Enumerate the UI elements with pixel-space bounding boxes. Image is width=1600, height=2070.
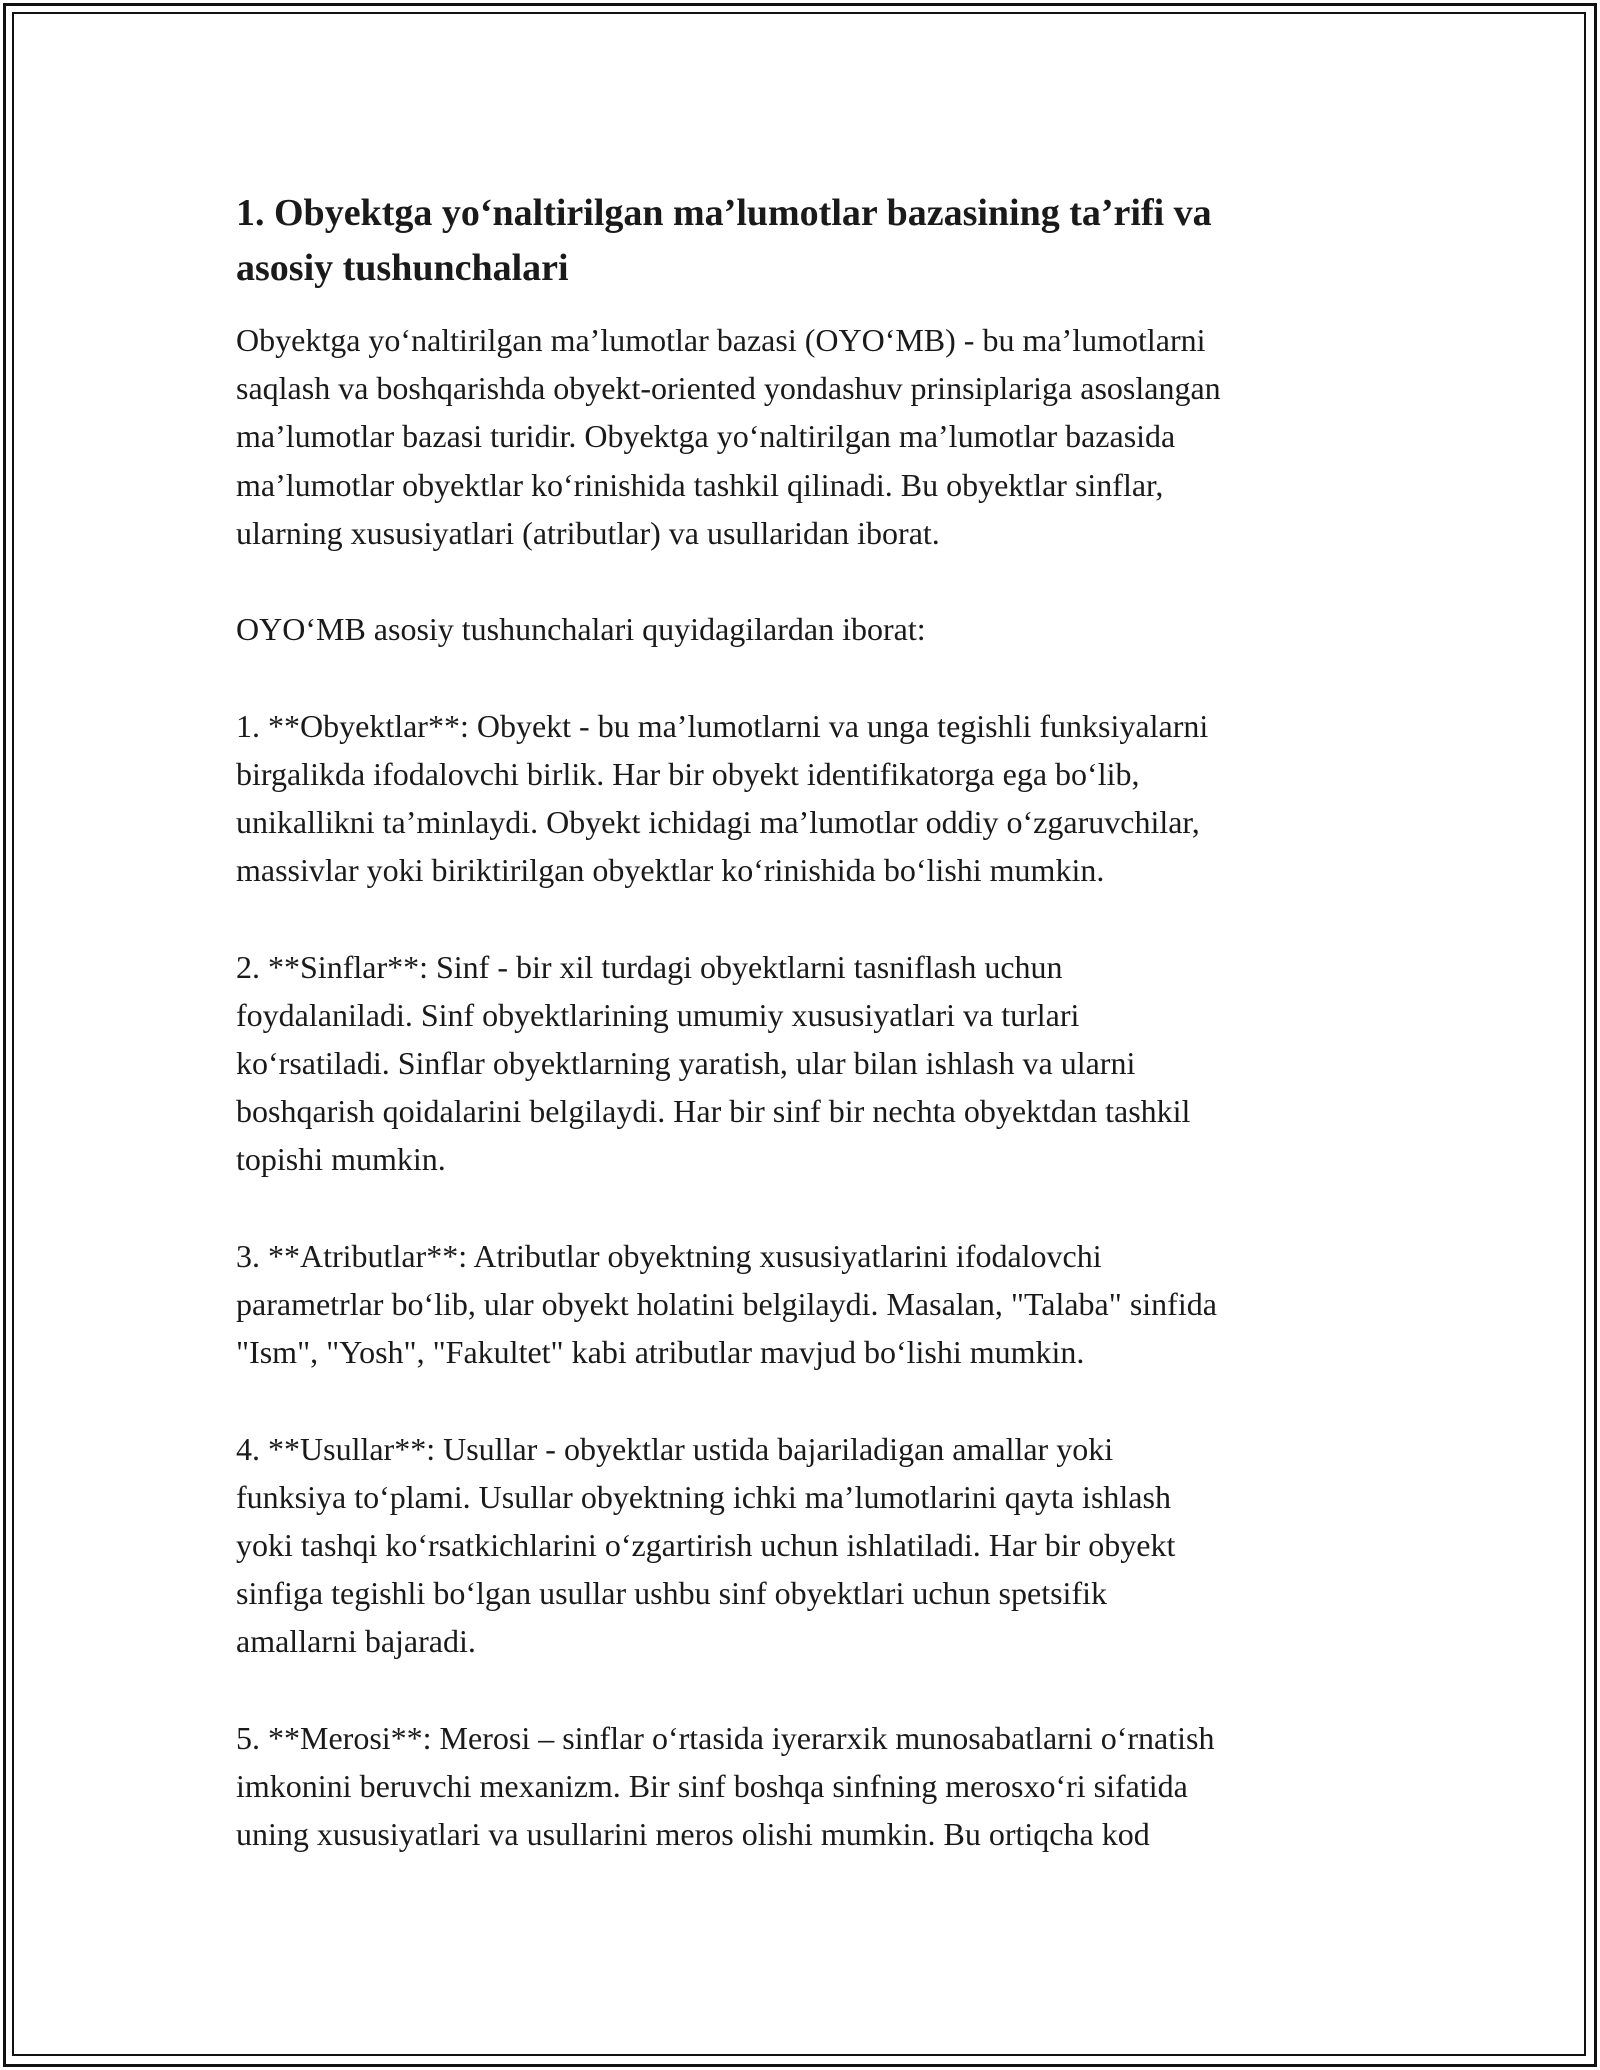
paragraph-concepts-lead: OYO‘MB asosiy tushunchalari quyidagilardan iborat: (236, 611, 926, 648)
list-item-objects: 1. **Obyektlar**: Obyekt - bu ma’lumotlarni va unga tegishli funksiyalarni birgalikda ifodalovchi birlik. Har bir obyekt identifikatorga ega bo‘lib, unikallikni ta’minlaydi. Obyekt ichidagi ma’lumotlar oddiy o‘zgaruvchilar, massivlar yoki biriktirilgan obyektlar ko‘rinishida bo‘lishi mumkin. (236, 707, 1209, 889)
document-body (236, 186, 1376, 1858)
list-item-inheritance: 5. **Merosi**: Merosi – sinflar o‘rtasida iyerarxik munosabatlarni o‘rnatish imkonini beruvchi mexanizm. Bir sinf boshqa sinfning merosxo‘ri sifatida uning xususiyatlari va usullarini meros olishi mumkin. Bu ortiqcha kod (236, 1719, 1215, 1853)
list-item-classes: 2. **Sinflar**: Sinf - bir xil turdagi obyektlarni tasniflash uchun foydalaniladi. Sinf obyektlarining umumiy xususiyatlari va turlari ko‘rsatiladi. Sinflar obyektlarning yaratish, ular bilan ishlash va ularni boshqarish qoidalarini belgilaydi. Har bir sinf bir nechta obyektdan tashkil topishi mumkin. (236, 948, 1191, 1178)
paragraph-intro: Obyektga yo‘naltirilgan ma’lumotlar bazasi (OYO‘MB) - bu ma’lumotlarni saqlash va boshqarishda obyekt-oriented yondashuv prinsiplariga asoslangan ma’lumotlar bazasi turidir. Obyektga yo‘naltirilgan ma’lumotlar bazasida ma’lumotlar obyektlar ko‘rinishida tashkil qilinadi. Bu obyektlar sinflar, ularning xususiyatlari (atributlar) va usullaridan iborat. (236, 322, 1221, 551)
section-heading: 1. Obyektga yo‘naltirilgan ma’lumotlar bazasining ta’rifi va asosiy tushunchalari (236, 192, 1212, 289)
list-item-methods: 4. **Usullar**: Usullar - obyektlar ustida bajariladigan amallar yoki funksiya to‘plami. Usullar obyektning ichki ma’lumotlarini qayta ishlash yoki tashqi ko‘rsatkichlarini o‘zgartirish uchun ishlatiladi. Har bir obyekt sinfiga tegishli bo‘lgan usullar ushbu sinf obyektlari uchun spetsifik amallarni bajaradi. (236, 1430, 1176, 1660)
list-item-attributes: 3. **Atributlar**: Atributlar obyektning xususiyatlarini ifodalovchi parametrlar bo‘lib, ular obyekt holatini belgilaydi. Masalan, "Talaba" sinfida "Ism", "Yosh", "Fakultet" kabi atributlar mavjud bo‘lishi mumkin. (236, 1237, 1217, 1371)
